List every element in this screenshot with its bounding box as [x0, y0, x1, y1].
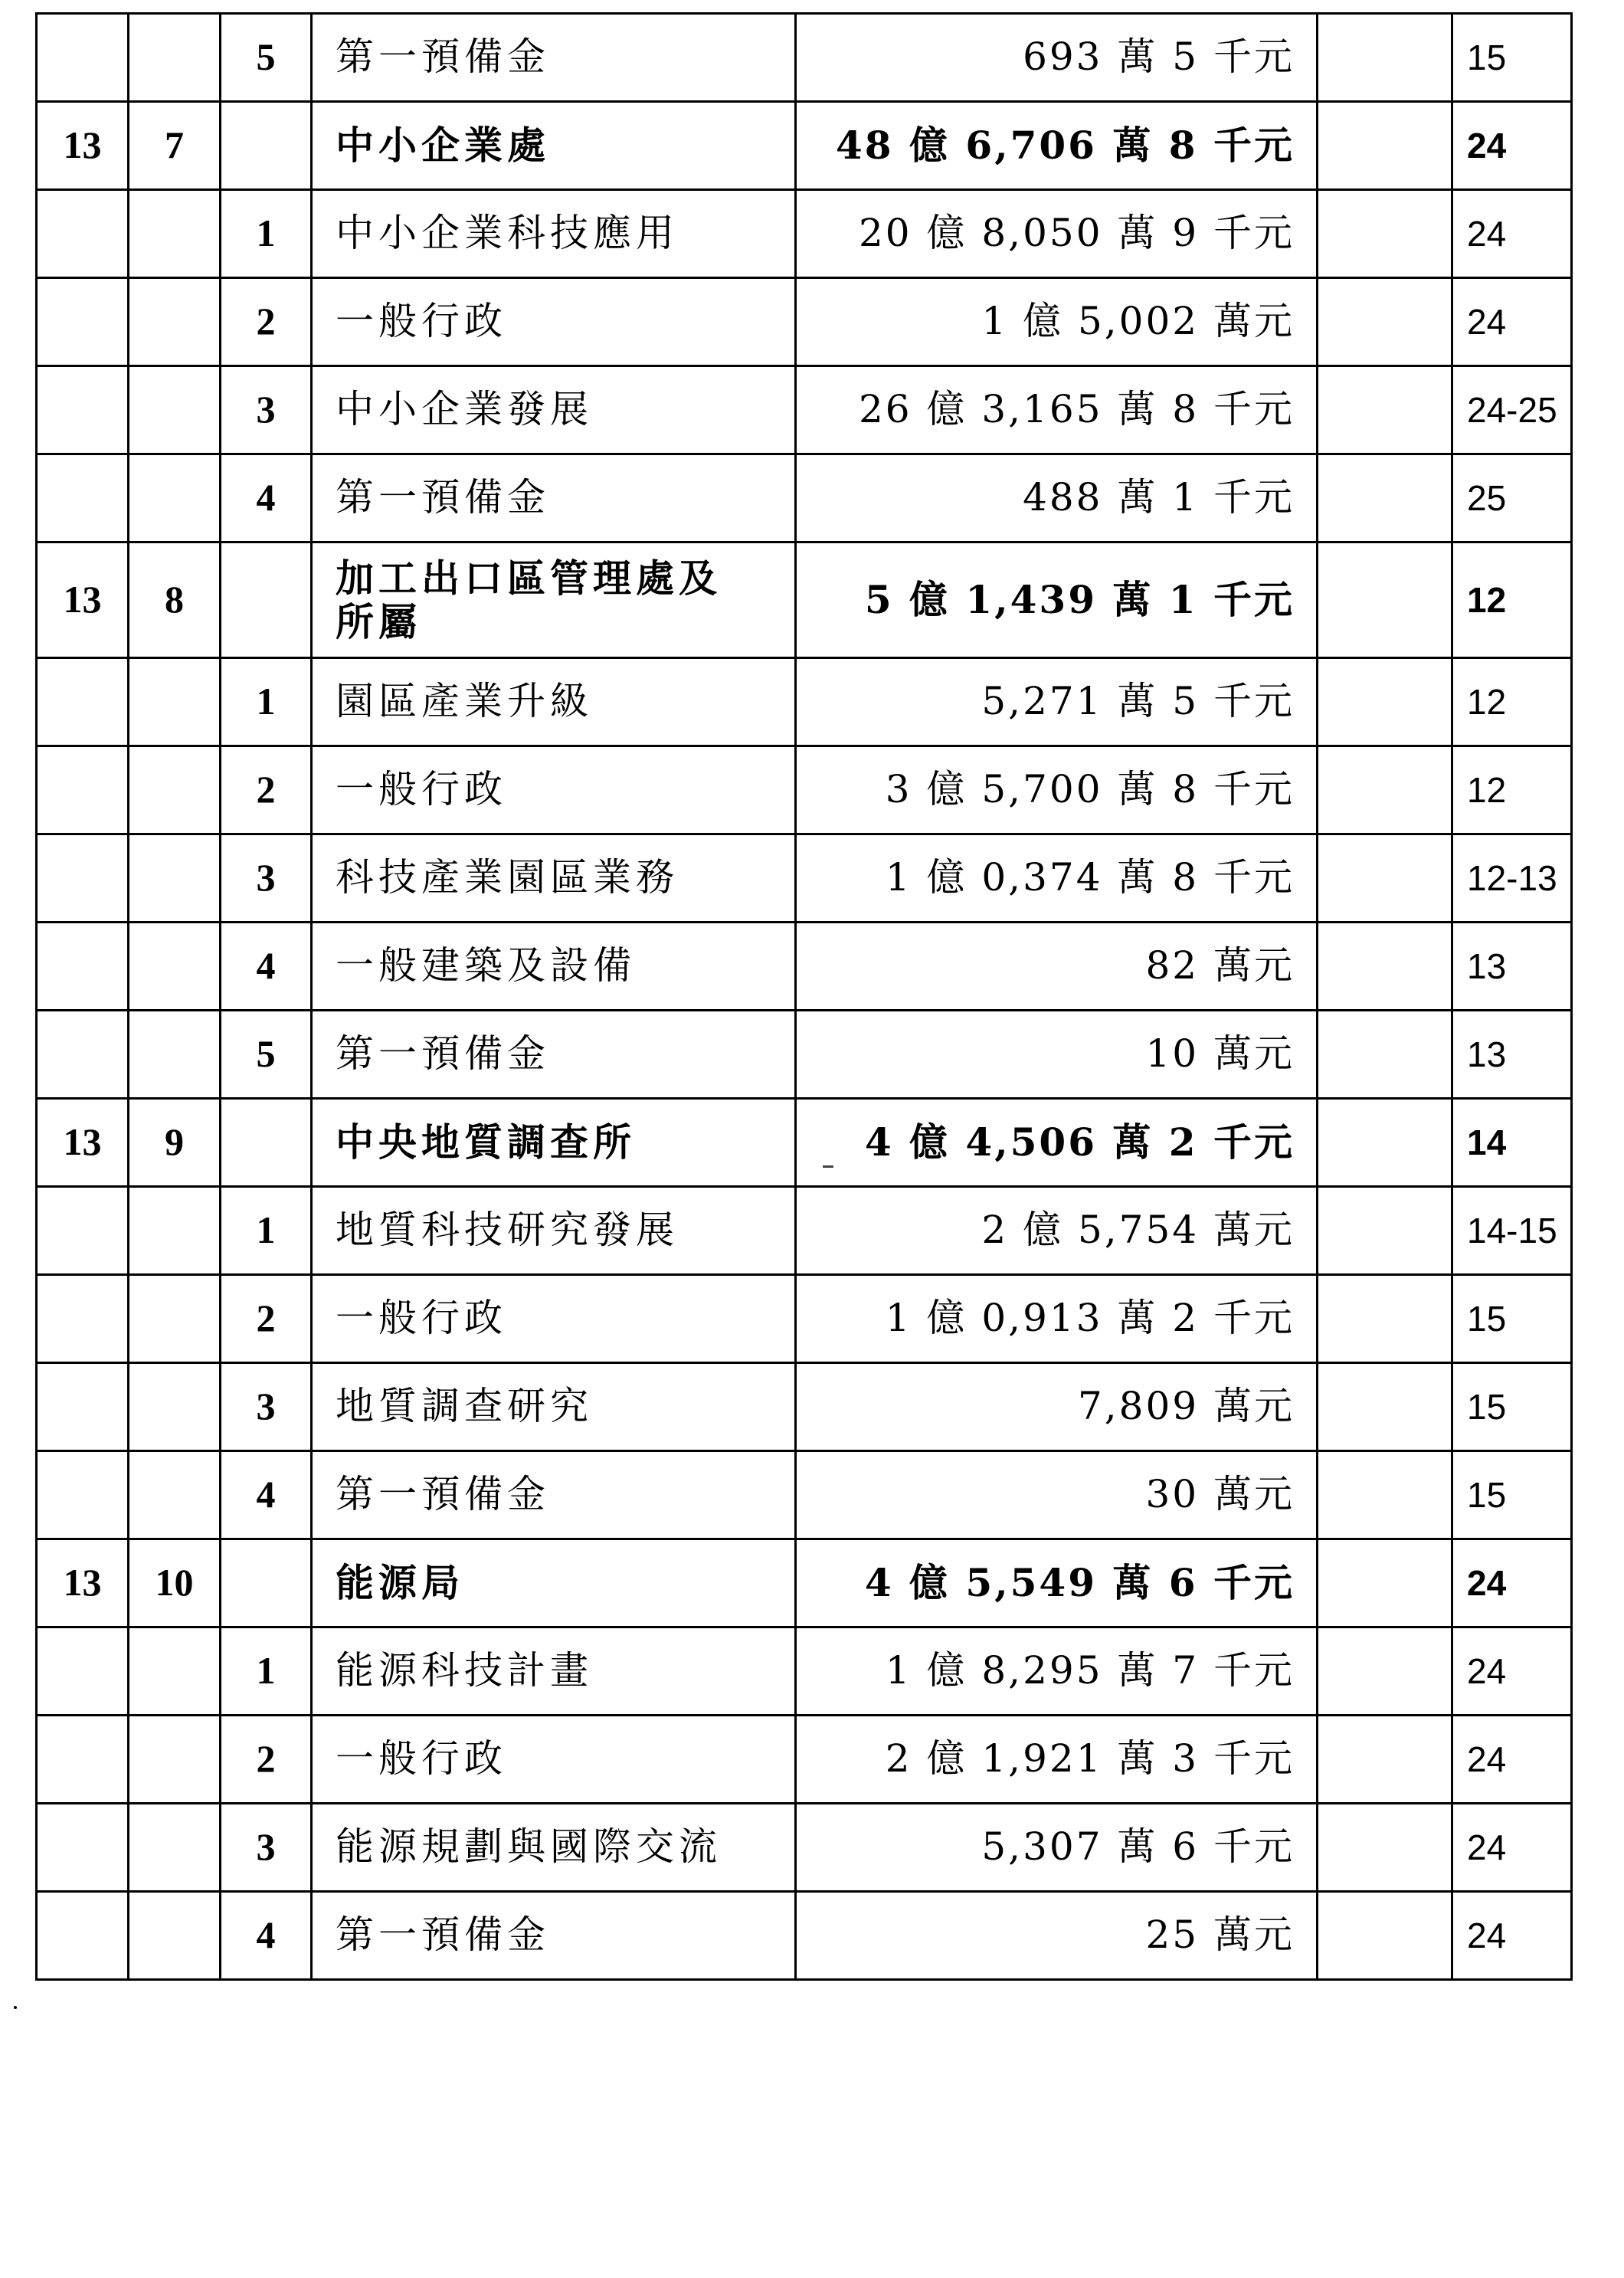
- cell-page-ref: 24: [1452, 102, 1572, 190]
- table-row: [37, 1627, 1572, 1716]
- cell-section-number: [37, 834, 129, 923]
- cell-item-name: [312, 658, 796, 746]
- table-row: [37, 454, 1572, 542]
- cell-blank: [1318, 1627, 1452, 1716]
- cell-item-number: 4: [221, 1451, 312, 1539]
- cell-section-number: [37, 923, 129, 1011]
- cell-item-name: [312, 278, 796, 366]
- cell-section-number: 13: [37, 102, 129, 190]
- cell-amount: 20 億 8,050 萬 9 千元: [796, 190, 1318, 278]
- table-row-agency: [37, 1099, 1572, 1187]
- cell-item-number: [221, 1539, 312, 1627]
- cell-item-name: [312, 1451, 796, 1539]
- cell-agency-number: [129, 746, 221, 834]
- table-row-agency: [37, 1539, 1572, 1627]
- cell-agency-number: [129, 1011, 221, 1099]
- cell-item-number: 2: [221, 278, 312, 366]
- cell-section-number: 13: [37, 1099, 129, 1187]
- cell-item-name: [312, 923, 796, 1011]
- table-row: [37, 658, 1572, 746]
- table-row: [37, 1011, 1572, 1099]
- table-row: [37, 1451, 1572, 1539]
- cell-item-number: 5: [221, 14, 312, 102]
- cell-page-ref: 13: [1452, 923, 1572, 1011]
- cell-blank: [1318, 102, 1452, 190]
- cell-item-name: [312, 1627, 796, 1716]
- cell-item-name: [312, 102, 796, 190]
- item-name-text: 一般行政: [336, 1296, 507, 1341]
- cell-item-number: 1: [221, 190, 312, 278]
- cell-item-name: [312, 834, 796, 923]
- cell-item-number: [221, 102, 312, 190]
- cell-amount: 488 萬 1 千元: [796, 454, 1318, 542]
- item-name-text: 能源局: [336, 1560, 464, 1606]
- cell-section-number: [37, 1451, 129, 1539]
- cell-page-ref: 24: [1452, 278, 1572, 366]
- item-name-text: 第一預備金: [336, 34, 550, 80]
- cell-agency-number: [129, 1275, 221, 1363]
- cell-page-ref: 24: [1452, 1716, 1572, 1804]
- cell-item-name: [312, 542, 796, 658]
- item-name-text: 第一預備金: [336, 1031, 550, 1077]
- cell-amount: 82 萬元: [796, 923, 1318, 1011]
- cell-amount: 2 億 1,921 萬 3 千元: [796, 1716, 1318, 1804]
- cell-page-ref: 24: [1452, 190, 1572, 278]
- cell-page-ref: 15: [1452, 14, 1572, 102]
- cell-blank: [1318, 746, 1452, 834]
- cell-item-number: 4: [221, 923, 312, 1011]
- cell-agency-number: 10: [129, 1539, 221, 1627]
- cell-section-number: [37, 1716, 129, 1804]
- item-name-text: 加工出口區管理處及 所屬: [336, 555, 722, 644]
- cell-page-ref: 14-15: [1452, 1187, 1572, 1275]
- item-name-text: 一般行政: [336, 1736, 507, 1781]
- cell-blank: [1318, 278, 1452, 366]
- cell-page-ref: 15: [1452, 1275, 1572, 1363]
- cell-page-ref: 24: [1452, 1892, 1572, 1980]
- cell-page-ref: 24: [1452, 1627, 1572, 1716]
- cell-agency-number: [129, 923, 221, 1011]
- cell-section-number: [37, 1187, 129, 1275]
- cell-item-number: 3: [221, 366, 312, 454]
- cell-amount: 26 億 3,165 萬 8 千元: [796, 366, 1318, 454]
- item-name-text: 一般建築及設備: [336, 943, 636, 988]
- cell-amount: 2 億 5,754 萬元: [796, 1187, 1318, 1275]
- table-row: [37, 1275, 1572, 1363]
- cell-amount: 1 億 0,374 萬 8 千元: [796, 834, 1318, 923]
- item-name-text: 第一預備金: [336, 1472, 550, 1517]
- table-row: [37, 1716, 1572, 1804]
- cell-page-ref: 15: [1452, 1363, 1572, 1451]
- item-name-text: 第一預備金: [336, 1913, 550, 1958]
- cell-blank: [1318, 1451, 1452, 1539]
- table-row: [37, 1187, 1572, 1275]
- cell-amount: 5,271 萬 5 千元: [796, 658, 1318, 746]
- cell-item-name: [312, 1539, 796, 1627]
- cell-item-number: 2: [221, 746, 312, 834]
- cell-section-number: [37, 1627, 129, 1716]
- cell-page-ref: 13: [1452, 1011, 1572, 1099]
- cell-section-number: [37, 658, 129, 746]
- cell-agency-number: [129, 1363, 221, 1451]
- cell-item-name: [312, 1187, 796, 1275]
- cell-section-number: 13: [37, 1539, 129, 1627]
- cell-agency-number: [129, 834, 221, 923]
- table-row: [37, 923, 1572, 1011]
- cell-section-number: [37, 366, 129, 454]
- cell-agency-number: 9: [129, 1099, 221, 1187]
- table-body: [37, 14, 1572, 1980]
- cell-item-number: 3: [221, 834, 312, 923]
- cell-page-ref: 12-13: [1452, 834, 1572, 923]
- cell-blank: [1318, 658, 1452, 746]
- cell-amount: 1 億 8,295 萬 7 千元: [796, 1627, 1318, 1716]
- cell-agency-number: [129, 1892, 221, 1980]
- item-name-text: 中小企業發展: [336, 387, 593, 432]
- table-row: [37, 190, 1572, 278]
- table-row: [37, 1804, 1572, 1892]
- cell-amount: 25 萬元: [796, 1892, 1318, 1980]
- cell-amount: 10 萬元: [796, 1011, 1318, 1099]
- cell-section-number: [37, 454, 129, 542]
- item-name-text: 中央地質調查所: [336, 1119, 636, 1165]
- cell-page-ref: 12: [1452, 542, 1572, 658]
- cell-agency-number: [129, 366, 221, 454]
- cell-amount: 693 萬 5 千元: [796, 14, 1318, 102]
- cell-agency-number: 8: [129, 542, 221, 658]
- item-name-text: 地質調查研究: [336, 1384, 593, 1429]
- cell-item-name: [312, 746, 796, 834]
- table-row: [37, 366, 1572, 454]
- item-name-text: 園區產業升級: [336, 679, 593, 724]
- cell-agency-number: [129, 1716, 221, 1804]
- cell-amount: 1 億 0,913 萬 2 千元: [796, 1275, 1318, 1363]
- cell-page-ref: 25: [1452, 454, 1572, 542]
- scan-mark: [823, 1165, 833, 1168]
- cell-section-number: [37, 278, 129, 366]
- table-row: [37, 1892, 1572, 1980]
- cell-item-name: [312, 1716, 796, 1804]
- item-name-text: 一般行政: [336, 767, 507, 812]
- cell-section-number: 13: [37, 542, 129, 658]
- cell-blank: [1318, 14, 1452, 102]
- table-row: [37, 14, 1572, 102]
- cell-blank: [1318, 542, 1452, 658]
- cell-item-number: 5: [221, 1011, 312, 1099]
- item-name-text: 能源科技計畫: [336, 1648, 593, 1693]
- cell-item-name: [312, 1804, 796, 1892]
- cell-amount: 7,809 萬元: [796, 1363, 1318, 1451]
- cell-blank: [1318, 1892, 1452, 1980]
- cell-item-number: [221, 1099, 312, 1187]
- cell-page-ref: 15: [1452, 1451, 1572, 1539]
- cell-page-ref: 14: [1452, 1099, 1572, 1187]
- cell-page-ref: 24: [1452, 1804, 1572, 1892]
- item-name-text: 一般行政: [336, 299, 507, 344]
- table-row: [37, 746, 1572, 834]
- cell-section-number: [37, 1804, 129, 1892]
- table-row: [37, 278, 1572, 366]
- cell-item-number: 4: [221, 454, 312, 542]
- cell-blank: [1318, 190, 1452, 278]
- cell-amount: 30 萬元: [796, 1451, 1318, 1539]
- cell-item-name: [312, 1099, 796, 1187]
- cell-section-number: [37, 1363, 129, 1451]
- cell-section-number: [37, 1011, 129, 1099]
- table-row: [37, 834, 1572, 923]
- cell-agency-number: [129, 1804, 221, 1892]
- cell-blank: [1318, 1275, 1452, 1363]
- cell-section-number: [37, 746, 129, 834]
- cell-agency-number: 7: [129, 102, 221, 190]
- cell-blank: [1318, 1187, 1452, 1275]
- item-name-text: 科技產業園區業務: [336, 855, 679, 900]
- cell-item-name: [312, 1275, 796, 1363]
- cell-page-ref: 12: [1452, 658, 1572, 746]
- cell-item-number: 1: [221, 658, 312, 746]
- cell-item-name: [312, 366, 796, 454]
- cell-blank: [1318, 1011, 1452, 1099]
- cell-blank: [1318, 1539, 1452, 1627]
- cell-item-number: 1: [221, 1187, 312, 1275]
- cell-item-number: 2: [221, 1275, 312, 1363]
- item-name-text: 中小企業科技應用: [336, 211, 679, 256]
- cell-amount: 5 億 1,439 萬 1 千元: [796, 542, 1318, 658]
- cell-blank: [1318, 454, 1452, 542]
- cell-agency-number: [129, 454, 221, 542]
- cell-blank: [1318, 1804, 1452, 1892]
- cell-page-ref: 24-25: [1452, 366, 1572, 454]
- item-name-text: 中小企業處: [336, 123, 550, 169]
- table-row: [37, 1363, 1572, 1451]
- table-row-agency: [37, 542, 1572, 658]
- scan-speck: [14, 2006, 17, 2009]
- cell-item-number: 4: [221, 1892, 312, 1980]
- cell-amount: 3 億 5,700 萬 8 千元: [796, 746, 1318, 834]
- cell-item-name: [312, 1011, 796, 1099]
- cell-section-number: [37, 190, 129, 278]
- cell-blank: [1318, 366, 1452, 454]
- cell-agency-number: [129, 1451, 221, 1539]
- cell-page-ref: 24: [1452, 1539, 1572, 1627]
- cell-section-number: [37, 1892, 129, 1980]
- cell-agency-number: [129, 14, 221, 102]
- cell-item-name: [312, 1892, 796, 1980]
- cell-amount: 4 億 4,506 萬 2 千元: [796, 1099, 1318, 1187]
- cell-blank: [1318, 923, 1452, 1011]
- cell-item-number: [221, 542, 312, 658]
- cell-blank: [1318, 1716, 1452, 1804]
- cell-item-name: [312, 14, 796, 102]
- cell-section-number: [37, 1275, 129, 1363]
- cell-agency-number: [129, 1627, 221, 1716]
- cell-page-ref: 12: [1452, 746, 1572, 834]
- cell-item-name: [312, 190, 796, 278]
- cell-amount: 1 億 5,002 萬元: [796, 278, 1318, 366]
- cell-blank: [1318, 1363, 1452, 1451]
- cell-agency-number: [129, 658, 221, 746]
- cell-amount: 4 億 5,549 萬 6 千元: [796, 1539, 1318, 1627]
- item-name-text: 地質科技研究發展: [336, 1208, 679, 1253]
- cell-item-number: 3: [221, 1804, 312, 1892]
- cell-amount: 5,307 萬 6 千元: [796, 1804, 1318, 1892]
- cell-item-number: 2: [221, 1716, 312, 1804]
- item-name-text: 第一預備金: [336, 475, 550, 520]
- cell-blank: [1318, 1099, 1452, 1187]
- cell-blank: [1318, 834, 1452, 923]
- cell-amount: 48 億 6,706 萬 8 千元: [796, 102, 1318, 190]
- item-name-text: 能源規劃與國際交流: [336, 1824, 722, 1870]
- budget-table: [35, 12, 1573, 1981]
- cell-item-name: [312, 1363, 796, 1451]
- table-row-agency: [37, 102, 1572, 190]
- cell-item-name: [312, 454, 796, 542]
- cell-agency-number: [129, 278, 221, 366]
- cell-agency-number: [129, 1187, 221, 1275]
- cell-item-number: 1: [221, 1627, 312, 1716]
- cell-section-number: [37, 14, 129, 102]
- cell-agency-number: [129, 190, 221, 278]
- cell-item-number: 3: [221, 1363, 312, 1451]
